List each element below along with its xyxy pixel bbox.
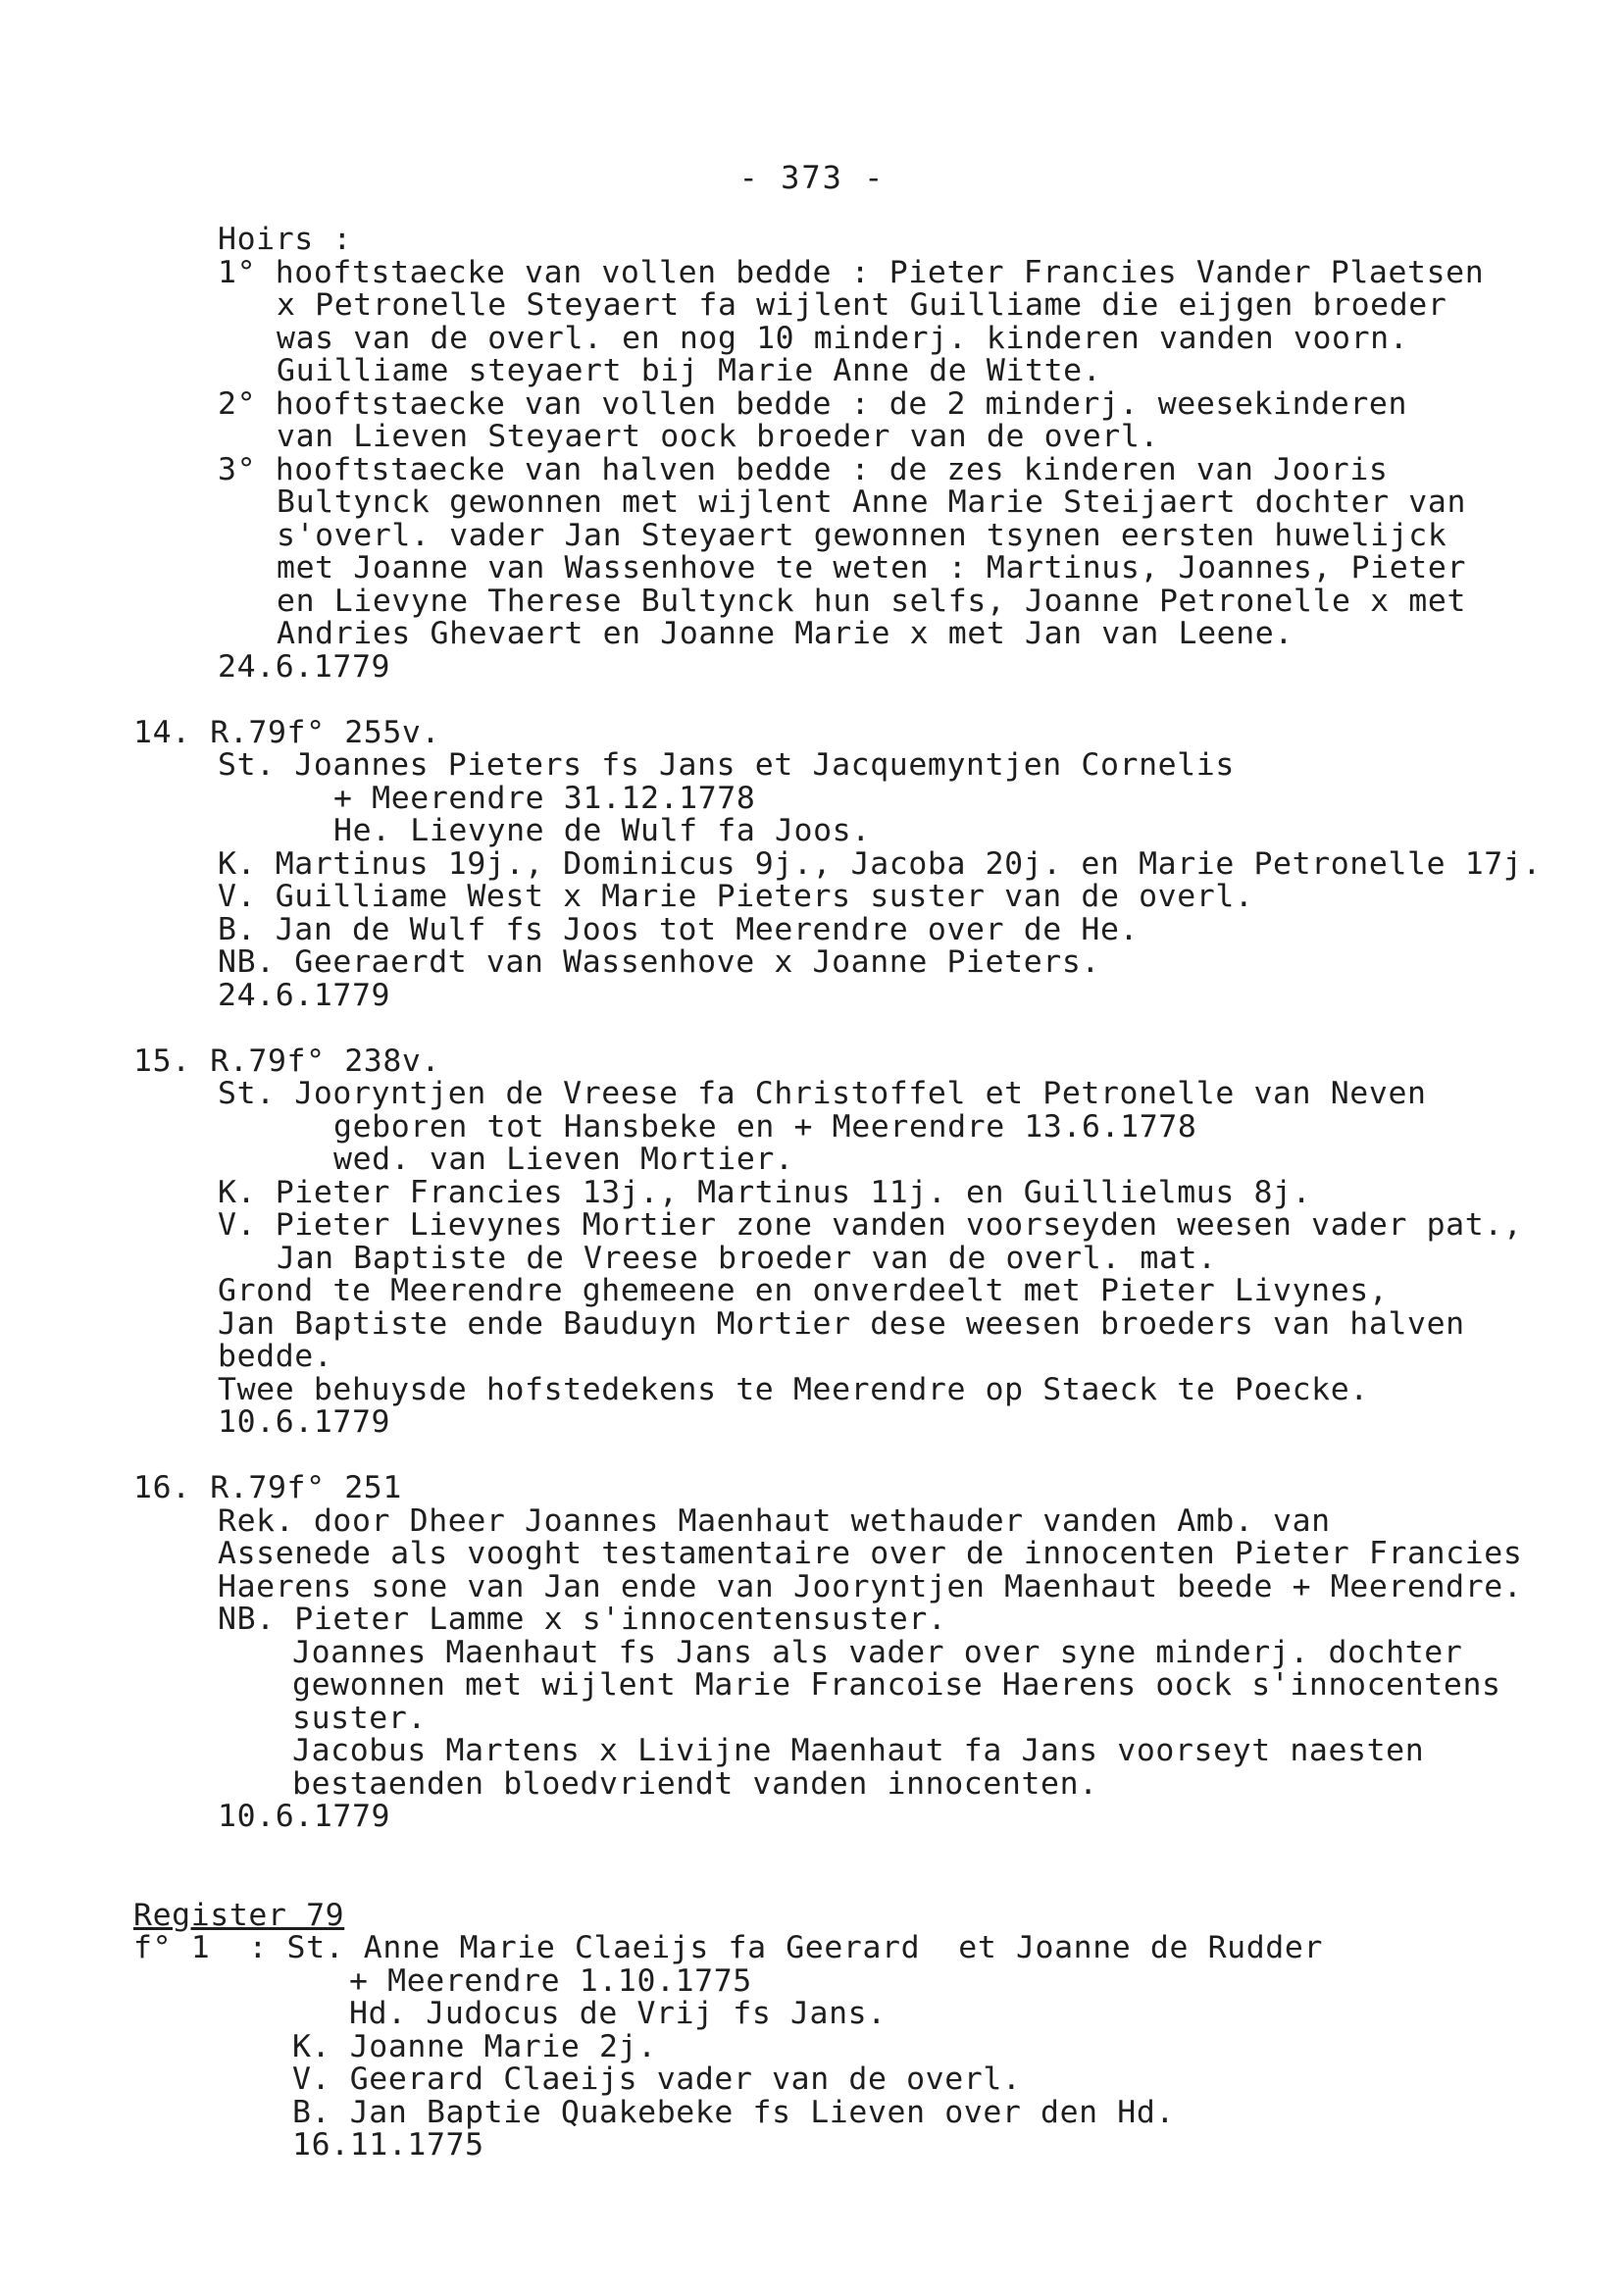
entry-15-header <box>0 1045 1624 1079</box>
register-line-2: + Meerendre 1.10.1775 <box>349 1962 752 1999</box>
entry-15-line-4: K. Pieter Francies 13j., Martinus 11j. en Guillielmus 8j. <box>218 1174 1312 1210</box>
hoirs-item-3-line-6: Andries Ghevaert en Joanne Marie x met Jan van Leene. <box>277 616 1294 651</box>
entry-15-line-3: wed. van Lieven Mortier. <box>333 1142 794 1177</box>
entry-15-line-7: Grond te Meerendre ghemeene en onverdeelt met Pieter Livynes, <box>218 1273 1389 1308</box>
spacer <box>0 1866 1624 1900</box>
spacer <box>0 684 1624 717</box>
entry-14 <box>0 714 1624 1013</box>
hoirs-item-3-line-2: Bultynck gewonnen met wijlent Anne Marie Steijaert dochter van <box>277 484 1467 520</box>
hoirs-item-2-marker: 2° <box>218 385 257 422</box>
entry-15-line-9: bedde. <box>218 1339 333 1374</box>
hoirs-item-1-line-1: 1° hooftstaecke van vollen bedde : Pieter Francies Vander Plaetsen <box>218 254 1485 290</box>
entry-reference: R.79f° 251 <box>210 1470 402 1505</box>
register-line-1: f° 1 : St. Anne Marie Claeijs fa Geerard et Joanne de Rudder <box>133 1930 1324 1965</box>
hoirs-heading: Hoirs : <box>218 222 352 257</box>
entry-reference: R.79f° 255v. <box>210 714 441 750</box>
entry-14-line-3: He. Lievyne de Wulf fa Joos. <box>333 813 871 848</box>
entry-15-line-6: Jan Baptiste de Vreese broeder van de overl. mat. <box>277 1240 1217 1276</box>
entry-14-date: 24.6.1779 <box>218 977 391 1013</box>
hoirs-item-2-line-2: van Lieven Steyaert oock broeder van de overl. <box>277 419 1159 454</box>
entry-16-header <box>0 1472 1624 1505</box>
hoirs-item-3-line-5: en Lievyne Therese Bultynck hun selfs, Joanne Petronelle x met <box>277 583 1467 619</box>
entry-16-date: 10.6.1779 <box>218 1799 391 1834</box>
hoirs-item-3-line-1: 3° hooftstaecke van halven bedde : de zes kinderen van Jooris <box>218 451 1389 487</box>
entry-16-line-3: Haerens sone van Jan ende van Jooryntjen Maenhaut beede + Meerendre. <box>218 1568 1523 1604</box>
hoirs-item-3-line-4: met Joanne van Wassenhove te weten : Martinus, Joannes, Pieter <box>277 550 1467 585</box>
entry-number: 15. <box>133 1043 191 1079</box>
register-line-4: K. Joanne Marie 2j. <box>292 2028 657 2064</box>
entry-15-line-5: V. Pieter Lievynes Mortier zone vanden voorseyden weesen vader pat., <box>218 1207 1523 1243</box>
entry-number: 16. <box>133 1470 191 1505</box>
entry-15-line-1: St. Jooryntjen de Vreese fa Christoffel et Petronelle van Neven <box>218 1076 1427 1111</box>
document-body <box>0 224 1624 2163</box>
spacer <box>0 1440 1624 1473</box>
entry-16 <box>0 1472 1624 1834</box>
register-line-5: V. Geerard Claeijs vader van de overl. <box>292 2062 1022 2097</box>
entry-14-line-2: + Meerendre 31.12.1778 <box>333 780 756 816</box>
entry-15 <box>0 1045 1624 1440</box>
hoirs-item-2-line-1: 2° hooftstaecke van vollen bedde : de 2 minderj. weesekinderen <box>218 385 1408 422</box>
entry-16-line-5: Joannes Maenhaut fs Jans als vader over syne minderj. dochter <box>292 1634 1463 1670</box>
hoirs-date: 24.6.1779 <box>218 648 391 685</box>
register-line-3: Hd. Judocus de Vrij fs Jans. <box>349 1996 887 2031</box>
hoirs-item-1-line-2: x Petronelle Steyaert fa wijlent Guilliame die eijgen broeder <box>277 287 1447 323</box>
entry-number: 14. <box>133 714 191 750</box>
entry-14-line-1: St. Joannes Pieters fs Jans et Jacquemyntjen Cornelis <box>218 747 1235 783</box>
entry-14-line-5: V. Guilliame West x Marie Pieters suster van de overl. <box>218 879 1254 914</box>
entry-16-line-6: gewonnen met wijlent Marie Francoise Haerens oock s'innocentens <box>292 1667 1501 1703</box>
entry-16-line-8: Jacobus Martens x Livijne Maenhaut fa Jans voorseyt naesten <box>292 1733 1425 1768</box>
entry-14-header <box>0 714 1624 750</box>
entry-15-line-10: Twee behuysde hofstedekens te Meerendre op Staeck te Poecke. <box>218 1371 1369 1407</box>
entry-16-line-7: suster. <box>292 1700 427 1736</box>
hoirs-section <box>0 224 1624 684</box>
register-section <box>0 1897 1624 2163</box>
hoirs-item-1-line-4: Guilliame steyaert bij Marie Anne de Witte. <box>277 353 1102 388</box>
entry-15-line-8: Jan Baptiste ende Bauduyn Mortier dese weesen broeders van halven <box>218 1305 1465 1342</box>
entry-15-date: 10.6.1779 <box>218 1404 391 1440</box>
hoirs-item-1-line-3: was van de overl. en nog 10 minderj. kinderen vanden voorn. <box>277 320 1409 356</box>
entry-16-line-2: Assenede als vooght testamentaire over de innocenten Pieter Francies <box>218 1536 1523 1571</box>
entry-reference: R.79f° 238v. <box>210 1043 441 1079</box>
hoirs-item-3-marker: 3° <box>218 451 257 487</box>
entry-16-line-1: Rek. door Dheer Joannes Maenhaut wethauder vanden Amb. van <box>218 1502 1331 1539</box>
register-line-6: B. Jan Baptie Quakebeke fs Lieven over den Hd. <box>292 2094 1175 2130</box>
entry-14-line-6: B. Jan de Wulf fs Joos tot Meerendre over de He. <box>218 911 1140 947</box>
entry-15-line-2: geboren tot Hansbeke en + Meerendre 13.6.1778 <box>333 1108 1197 1145</box>
entry-16-line-9: bestaenden bloedvriendt vanden innocenten. <box>292 1765 1098 1802</box>
spacer <box>0 1012 1624 1045</box>
entry-14-line-4: K. Martinus 19j., Dominicus 9j., Jacoba 20j. en Marie Petronelle 17j. <box>218 845 1542 882</box>
register-date: 16.11.1775 <box>292 2127 484 2163</box>
hoirs-item-3-line-3: s'overl. vader Jan Steyaert gewonnen tsynen eersten huwelijck <box>277 517 1447 553</box>
page-number: - 373 - <box>738 159 886 196</box>
register-heading: Register 79 <box>133 1897 345 1933</box>
spacer <box>0 1834 1624 1867</box>
entry-16-line-4: NB. Pieter Lamme x s'innocentensuster. <box>218 1602 947 1637</box>
hoirs-item-1-marker: 1° <box>218 254 257 290</box>
entry-14-line-7: NB. Geeraerdt van Wassenhove x Joanne Pieters. <box>218 944 1100 980</box>
